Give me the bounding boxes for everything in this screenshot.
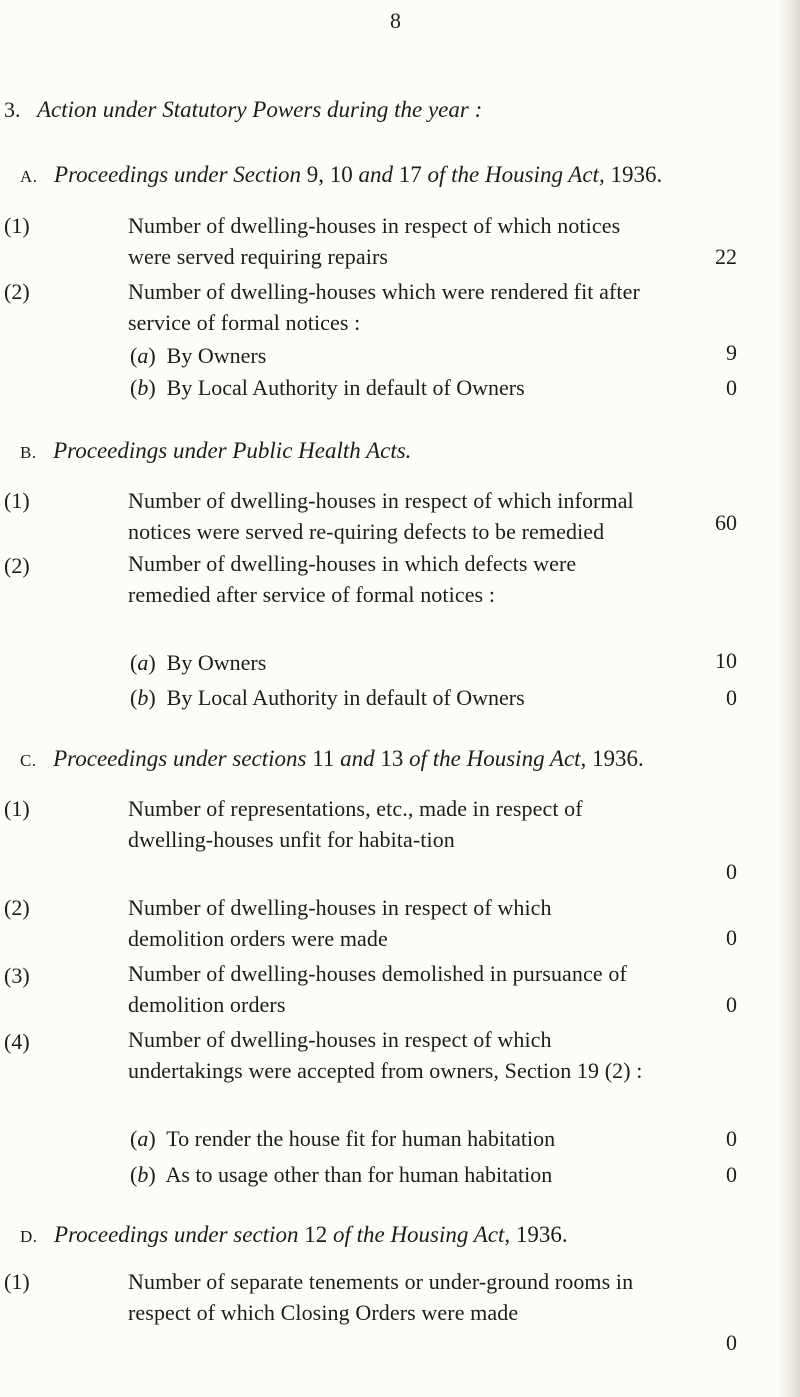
section-d-title: Proceedings under section: [54, 1222, 299, 1247]
section-b-title: Proceedings under Public Health Acts.: [53, 438, 412, 463]
section-a-item-1-number: (1): [4, 213, 30, 238]
section-c-sub-b-value: 0: [726, 1162, 737, 1187]
section-a-item-2-number: (2): [4, 279, 30, 304]
section-c-item-1-text: Number of representations, etc., made in respect of dwelling-houses unfit for habita-tion: [128, 796, 583, 852]
section-c-title-num2: 13: [380, 746, 404, 771]
section-c-item-4-number: (4): [4, 1029, 30, 1054]
section-c-item-4-text: Number of dwelling-houses in respect of which undertakings were accepted from owners, Section 19 (2) :: [128, 1027, 643, 1083]
section-c-sub-b-letter: b: [137, 1162, 149, 1187]
section-b-sub-a-letter: a: [137, 650, 149, 675]
section-a-sub-b: (b) By Local Authority in default of Owners: [130, 375, 525, 400]
section-a-title-year: 1936.: [610, 162, 663, 187]
section-c-item-2-value: 0: [726, 925, 737, 950]
section-c-item-3-number: (3): [4, 963, 30, 988]
section-c-heading: [20, 745, 644, 775]
section-a-sub-a-text: By Owners: [166, 343, 267, 368]
section-a-sub-a-letter: a: [137, 343, 149, 368]
section-c-title: Proceedings under sections: [53, 746, 307, 771]
section-c-title-of: of the Housing Act,: [409, 746, 587, 771]
section-c-sub-b: (b) As to usage other than for human habitation: [130, 1162, 553, 1187]
section-b-item-2-text: Number of dwelling-houses in which defects were remedied after service of formal notices :: [128, 551, 577, 607]
section-b-item-1-number: (1): [4, 488, 30, 513]
section-c-item-1-number: (1): [4, 796, 30, 821]
section-c-item-2-text: Number of dwelling-houses in respect of which demolition orders were made: [128, 895, 552, 951]
section-a-title: Proceedings under Section: [54, 162, 302, 187]
section-d-heading: [20, 1221, 568, 1251]
section-c-sub-a: (a) To render the house fit for human habitation: [130, 1126, 556, 1151]
main-heading-title: Action under Statutory Powers during the year :: [37, 97, 483, 122]
section-d-title-year: 1936.: [515, 1222, 568, 1247]
section-c-sub-a-letter: a: [137, 1126, 149, 1151]
section-b-letter: B.: [20, 443, 37, 462]
section-c-item-2-number: (2): [4, 895, 30, 920]
section-b-sub-b: (b) By Local Authority in default of Owners: [130, 685, 525, 710]
section-c-title-and: and: [340, 746, 375, 771]
section-a-item-1-text: Number of dwelling-houses in respect of which notices were served requiring repairs: [128, 213, 621, 269]
main-heading: [4, 96, 482, 124]
section-a-item-2-text: Number of dwelling-houses which were rendered fit after service of formal notices :: [128, 279, 640, 335]
section-c-title-num1: 11: [312, 746, 335, 771]
section-c-item-1-value: 0: [726, 859, 737, 884]
page-edge-shadow: [778, 0, 800, 1397]
section-b-item-1-value: 60: [715, 510, 737, 535]
section-d-title-num: 12: [304, 1222, 328, 1247]
main-heading-number: 3.: [4, 97, 21, 122]
section-b-sub-b-text: By Local Authority in default of Owners: [166, 685, 525, 710]
section-c-sub-a-value: 0: [726, 1126, 737, 1151]
section-c-item-3-value: 0: [726, 992, 737, 1017]
section-a-sub-a-value: 9: [726, 340, 737, 365]
section-c-sub-b-text: As to usage other than for human habitation: [165, 1162, 553, 1187]
section-d-item-1-text: Number of separate tenements or under-ground rooms in respect of which Closing Orders were made: [128, 1269, 634, 1325]
section-a-sub-b-value: 0: [726, 375, 737, 400]
section-b-sub-a-value: 10: [715, 648, 737, 673]
section-b-heading: [20, 437, 411, 467]
section-a-sub-a: (a) By Owners: [130, 343, 267, 368]
section-c-title-year: 1936.: [592, 746, 644, 771]
section-a-letter: A.: [20, 167, 38, 186]
section-b-item-2-number: (2): [4, 553, 30, 578]
section-a-title-of: of the Housing Act,: [427, 162, 605, 187]
section-a-title-and: and: [358, 162, 394, 187]
section-a-title-nums: 9, 10: [306, 162, 353, 187]
section-d-letter: D.: [20, 1227, 38, 1246]
section-d-item-1-value: 0: [726, 1330, 737, 1355]
section-b-sub-a: (a) By Owners: [130, 650, 267, 675]
section-b-sub-a-text: By Owners: [166, 650, 267, 675]
section-c-sub-a-text: To render the house fit for human habitation: [166, 1126, 556, 1151]
section-a-sub-b-text: By Local Authority in default of Owners: [166, 375, 525, 400]
section-c-letter: C.: [20, 751, 37, 770]
section-d-title-of: of the Housing Act,: [332, 1222, 511, 1247]
section-c-item-3-text: Number of dwelling-houses demolished in pursuance of demolition orders: [128, 961, 627, 1017]
section-b-sub-b-value: 0: [726, 685, 737, 710]
section-a-sub-b-letter: b: [137, 375, 149, 400]
section-a-title-num2: 17: [398, 162, 422, 187]
section-d-item-1-number: (1): [4, 1269, 30, 1294]
page-number: 8: [390, 8, 401, 33]
section-b-sub-b-letter: b: [137, 685, 149, 710]
section-b-item-1-text: Number of dwelling-houses in respect of which informal notices were served re-quiring defects to be remedied: [128, 488, 634, 544]
section-a-item-1-value: 22: [715, 244, 737, 269]
section-a-heading: [20, 161, 662, 191]
